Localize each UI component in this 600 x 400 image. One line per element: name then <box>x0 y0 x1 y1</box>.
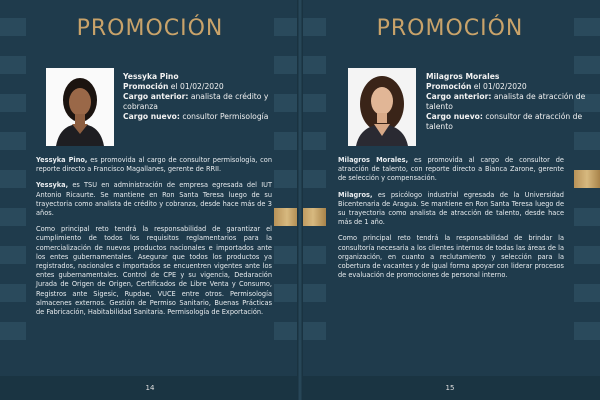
promotion-date: el 01/02/2020 <box>168 82 224 91</box>
paragraph-text: es psicólogo industrial egresada de la Universidad Bicentenaria de Aragua. Se mantiene en Ron Santa Teresa luego de su trayectoria como analista de atracción de talento, desde hace más de 1 año. <box>338 190 564 227</box>
article-body <box>36 156 272 324</box>
person-portrait-icon <box>348 68 416 146</box>
bold-lead: Yessyka, <box>36 181 69 190</box>
decor-bar <box>300 284 326 302</box>
decor-bar <box>0 170 26 188</box>
paragraph-text: Como principal reto tendrá la responsabilidad de garantizar el cumplimiento de todos los requisitos reglamentarios para la comercialización de nuevos productos nacionales e importados ante los entes gubernamentales. Asegurar que todos los productos ya registrados, nacionales e importados se encuentren vigentes ante los entes gubernamentales. Control de CPE y su vigencia, Dedaración Jurada de Origen de Origen, Certificados de Libre Venta y Consumo, Registros ante Sigesic, Rupdae, VUCE entre otros. Permisología almacenes externos. Gestión de Permiso Sanitario, Buenas Prácticas de Fabricación, Habitabilidad Sanitaria. Permisología de Exportación. <box>36 225 272 317</box>
book-gutter <box>297 0 303 400</box>
new-role-label: Cargo nuevo: <box>426 112 483 121</box>
decor-bar <box>300 246 326 264</box>
page-right <box>300 0 600 400</box>
portrait-photo <box>46 68 114 146</box>
promotion-label: Promoción <box>123 82 169 91</box>
paragraph <box>36 225 272 317</box>
previous-role-label: Cargo anterior: <box>426 92 492 101</box>
employee-info <box>426 72 586 132</box>
previous-role-label: Cargo anterior: <box>123 92 189 101</box>
gold-decor-bar <box>574 170 600 188</box>
employee-name: Yessyka Pino <box>123 72 179 81</box>
promotion-label: Promoción <box>426 82 472 91</box>
page-title: PROMOCIÓN <box>76 16 224 41</box>
person-portrait-icon <box>46 68 114 146</box>
bold-lead: Milagros Morales, <box>338 156 409 164</box>
new-role-value: consultor de atracción de talento <box>426 112 583 131</box>
decor-bar <box>574 132 600 150</box>
employee-info <box>123 72 283 122</box>
page-number: 15 <box>445 384 455 392</box>
decor-bar <box>300 170 326 188</box>
paragraph <box>338 156 564 184</box>
decor-bar <box>0 56 26 74</box>
paragraph-text: es promovida al cargo de consultor permisología, con reporte directo a Francisco Magallanes, gerente de RRII. <box>36 156 273 174</box>
article-body <box>338 156 564 287</box>
new-role-value: consultor Permisología <box>179 112 269 121</box>
decor-bar <box>0 246 26 264</box>
decor-bar <box>574 284 600 302</box>
paragraph <box>338 234 564 280</box>
paragraph <box>36 156 272 174</box>
decor-bar <box>574 322 600 340</box>
decor-bar <box>0 322 26 340</box>
decor-bar <box>300 56 326 74</box>
decor-bar <box>574 246 600 264</box>
paragraph-text: Como principal reto tendrá la responsabilidad de brindar la consultoría necesaria a los clientes internos de todas las áreas de la organización, en cuanto a reclutamiento y selección para la cobertura de vacantes y de igual forma apoyar con liderar procesos de evaluación de promociones de personal interno. <box>338 234 564 280</box>
decor-bar <box>0 94 26 112</box>
paragraph <box>36 181 272 218</box>
promotion-date: el 01/02/2020 <box>471 82 527 91</box>
decor-bar <box>0 284 26 302</box>
portrait-photo <box>348 68 416 146</box>
paragraph-text: es TSU en administración de empresa egresada del IUT Antonio Ricaurte. Se mantiene en Ron Santa Teresa luego de su trayectoria como analista de crédito y cobranza, desde hace más de 3 años. <box>36 181 272 218</box>
employee-name: Milagros Morales <box>426 72 500 81</box>
paragraph <box>338 191 564 228</box>
bold-lead: Yessyka Pino, <box>36 156 88 164</box>
page-number: 14 <box>145 384 155 392</box>
previous-role-value: analista de crédito y cobranza <box>123 92 269 111</box>
gold-decor-bar <box>300 208 326 226</box>
decor-bar <box>300 322 326 340</box>
decor-bar <box>574 208 600 226</box>
paragraph-text: es promovida al cargo de consultor de atracción de talento, con reporte directo a Bianca Zarone, gerente de selección y compensación. <box>338 156 564 183</box>
page-title: PROMOCIÓN <box>376 16 524 41</box>
new-role-label: Cargo nuevo: <box>123 112 180 121</box>
decor-bar <box>300 132 326 150</box>
bold-lead: Milagros, <box>338 190 373 199</box>
decor-bar <box>0 132 26 150</box>
previous-role-value: analista de atracción de talento <box>426 92 586 111</box>
decor-bar <box>300 94 326 112</box>
decor-bar <box>0 208 26 226</box>
